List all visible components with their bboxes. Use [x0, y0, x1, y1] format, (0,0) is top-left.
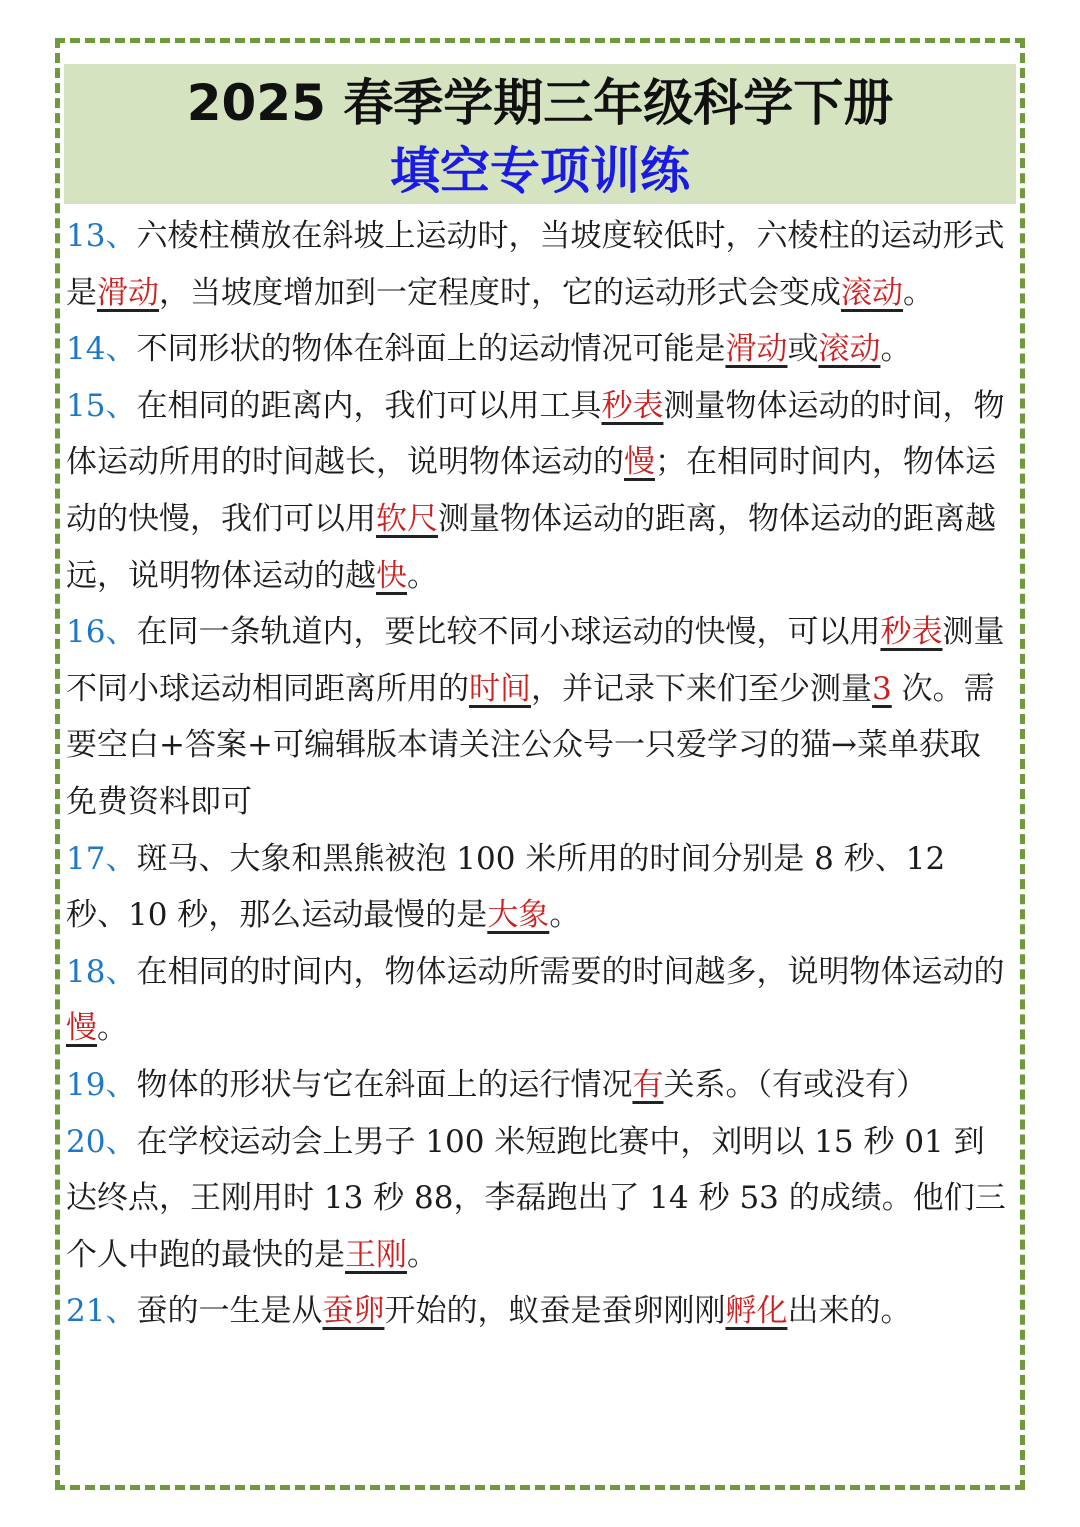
question-text: 。: [903, 274, 934, 311]
question-15: [66, 378, 1011, 604]
question-text: 。: [549, 897, 581, 934]
answer: 滚动: [818, 331, 881, 368]
question-20: [66, 1114, 1011, 1284]
answer: 蚕卵: [322, 1293, 385, 1330]
question-text: 在学校运动会上男子 100 米短跑比赛中，刘明以 15 秒 01 到达终点，王刚用时 13 秒 88，李磊跑出了 14 秒 53 的成绩。他们三个人中跑的最快的是: [66, 1123, 1006, 1273]
question-number: 14、: [66, 331, 137, 368]
answer: 秒表: [880, 614, 943, 651]
answer: 滚动: [841, 274, 903, 311]
answer: 慢: [624, 444, 655, 481]
question-text: 。: [407, 557, 438, 594]
page-subtitle: 填空专项训练: [390, 142, 690, 200]
question-list: [66, 208, 1011, 1340]
question-13: [66, 208, 1011, 321]
answer: 王刚: [345, 1236, 407, 1273]
question-number: 21、: [66, 1293, 137, 1330]
question-text: 不同形状的物体在斜面上的运动情况可能是: [136, 331, 726, 368]
question-number: 17、: [66, 840, 137, 877]
question-18: [66, 944, 1011, 1057]
answer: 3: [872, 670, 892, 707]
question-text: 蚕的一生是从: [136, 1293, 323, 1330]
question-text: 。: [97, 1010, 128, 1047]
question-text: 斑马、大象和黑熊被泡 100 米所用的时间分别是 8 秒、12 秒、10 秒，那么运动最慢的是: [66, 840, 946, 934]
question-17: [66, 831, 1011, 944]
question-14: [66, 321, 1011, 378]
question-21: [66, 1283, 1011, 1340]
question-number: 16、: [66, 614, 137, 651]
question-text: 六棱柱横放在斜坡上运动时，当坡度较低时，六棱柱的运动形式是: [66, 218, 1005, 311]
question-number: 13、: [66, 218, 137, 254]
answer: 孵化: [725, 1293, 788, 1330]
answer: 时间: [469, 670, 531, 707]
answer: 慢: [66, 1010, 97, 1047]
question-number: 18、: [66, 953, 137, 990]
question-text: ；在相同时间内，物体运动的快慢，我们可以用: [66, 444, 996, 537]
answer: 软尺: [376, 500, 438, 537]
question-16: [66, 604, 1011, 830]
answer: 滑动: [725, 331, 788, 368]
question-text: 在相同的距离内，我们可以用工具: [136, 387, 602, 424]
question-19: [66, 1057, 1011, 1114]
question-text: 物体的形状与它在斜面上的运行情况: [136, 1066, 633, 1103]
title-banner: [64, 64, 1016, 204]
question-text: 开始的，蚁蚕是蚕卵刚刚: [384, 1293, 726, 1330]
question-text: 测量不同小球运动相同距离所用的: [66, 614, 1005, 707]
answer: 秒表: [601, 387, 664, 424]
question-number: 19、: [66, 1066, 137, 1103]
question-text: 在同一条轨道内，要比较不同小球运动的快慢，可以用: [136, 614, 881, 651]
page-title: 2025 春季学期三年级科学下册: [186, 74, 894, 132]
question-text: 。: [880, 331, 912, 368]
question-number: 20、: [66, 1123, 137, 1160]
question-text: 在相同的时间内，物体运动所需要的时间越多，说明物体运动的: [136, 953, 1005, 990]
answer: 滑动: [97, 274, 159, 311]
answer: 快: [376, 557, 407, 594]
question-text: 。: [407, 1236, 438, 1273]
answer: 大象: [487, 897, 550, 934]
question-number: 15、: [66, 387, 137, 424]
question-text: 或: [787, 331, 819, 368]
question-text: 次。需要空白+答案+可编辑版本请关注公众号一只爱学习的猫→菜单获取免费资料即可: [66, 670, 995, 820]
question-text: 测量物体运动的距离，物体运动的距离越远，说明物体运动的越: [66, 500, 996, 594]
question-text: 关系。（有或没有）: [663, 1066, 927, 1103]
question-text: ，并记录下来们至少测量: [531, 670, 872, 707]
question-text: 测量物体运动的时间，物体运动所用的时间越长，说明物体运动的: [66, 387, 1005, 481]
question-text: 出来的。: [787, 1293, 912, 1330]
question-text: ，当坡度增加到一定程度时，它的运动形式会变成: [159, 274, 841, 311]
answer: 有: [632, 1066, 664, 1103]
